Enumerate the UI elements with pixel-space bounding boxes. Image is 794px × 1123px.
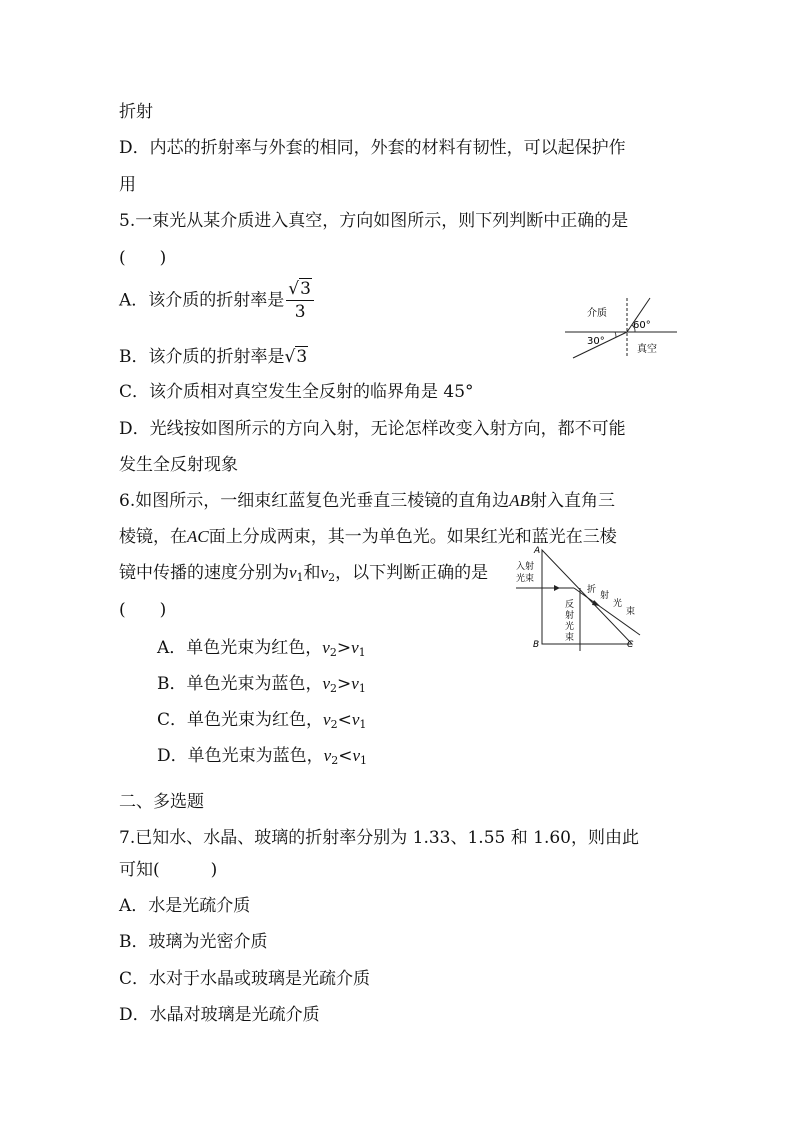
label-ac: AC [187,527,209,546]
refracted-label-1: 折 [587,585,597,595]
sub-2: 2 [328,571,336,584]
gt-sign: > [336,638,352,658]
vertex-b: B [533,640,540,650]
sub-1: 1 [359,754,367,767]
text-line: 折射 [119,102,153,122]
vertex-a: A [534,546,541,556]
q5-option-b-text: B．该介质的折射率是 [119,347,285,367]
option-d-line-2: 用 [119,175,136,195]
reflected-label-4: 束 [565,633,575,643]
sqrt-radicand: 3 [296,347,308,367]
var-v1: v [351,710,360,729]
q5-option-b: B．该介质的折射率是√3 [119,347,308,367]
question-6-line-1 [119,486,615,511]
lt-sign: < [337,710,352,730]
q6-option-b [157,669,366,695]
sub-1: 1 [359,718,367,731]
sub-1: 1 [358,682,366,695]
var-v1: v [351,674,359,693]
label-medium: 介质 [587,308,607,319]
q5-option-c: C．该介质相对真空发生全反射的临界角是 45° [119,382,474,402]
section-heading-multi-choice: 二、多选题 [119,792,204,812]
question-7-line-1: 7.已知水、水晶、玻璃的折射率分别为 1.33、1.55 和 1.60，则由此 [119,828,639,848]
fraction-denominator: 3 [294,302,306,322]
q5-option-d-line-1: D．光线按如图所示的方向入射，无论怎样改变入射方向，都不可能 [119,419,626,439]
sub-2: 2 [330,682,338,695]
option-d-line-1: D．内芯的折射率与外套的相同，外套的材料有韧性，可以起保护作 [119,138,626,158]
q6-text: 和 [303,563,321,583]
q6-option-text: C．单色光束为红色， [157,710,324,730]
question-5-stem: 5.一束光从某介质进入真空，方向如图所示，则下列判断中正确的是 [119,211,629,231]
sub-1: 1 [358,646,366,659]
fraction-sqrt3-over-3: $\frac{√3}{3}$ [286,281,314,321]
q6-option-text: B．单色光束为蓝色， [157,674,323,694]
q5-option-a [119,281,314,321]
refracted-label-4: 束 [626,607,636,617]
question-7-line-2: 可知( ) [119,860,218,880]
refracted-label-2: 射 [600,591,610,601]
question-6-line-3 [119,558,488,584]
question-5-blank: ( ) [119,248,167,268]
reflected-label-3: 光 [565,622,575,632]
prism-diagram [512,543,644,653]
incident-label-1: 入射 [516,562,535,572]
label-ab: AB [509,491,530,510]
q7-option-a: A．水是光疏介质 [119,896,251,916]
var-v2: v [323,710,331,729]
q5-option-a-text: A．该介质的折射率是 [119,290,285,311]
sub-1: 1 [296,571,304,584]
q6-text: 6.如图所示，一细束红蓝复色光垂直三棱镜的直角边 [119,491,510,511]
sqrt-radicand: 3 [300,279,311,299]
question-6-blank: ( ) [119,600,167,620]
refracted-label-3: 光 [613,599,623,609]
q6-text: ，以下判断正确的是 [335,563,489,583]
var-v2: v [320,563,329,582]
q7-option-c: C．水对于水晶或玻璃是光疏介质 [119,969,371,989]
q6-option-a [157,633,366,659]
q6-text: 棱镜，在 [119,527,187,547]
sub-2: 2 [331,754,339,767]
q6-option-text: A．单色光束为红色， [157,638,323,658]
q6-option-text: D．单色光束为蓝色， [157,746,324,766]
q6-text: 射入直角三 [530,491,615,511]
lt-sign: < [338,746,353,766]
var-v2: v [323,746,332,765]
var-v2: v [322,674,331,693]
label-angle-30: 30° [587,336,605,347]
var-v1: v [351,638,359,657]
gt-sign: > [337,674,352,694]
reflected-label-2: 射 [565,611,575,621]
q6-text: 镜中传播的速度分别为 [119,563,289,583]
q6-option-d [157,741,367,767]
var-v1: v [352,746,360,765]
refraction-diagram [565,296,685,360]
q7-option-d: D．水晶对玻璃是光疏介质 [119,1005,320,1025]
sub-2: 2 [330,718,338,731]
q7-option-b: B．玻璃为光密介质 [119,932,268,952]
q5-option-d-line-2: 发生全反射现象 [119,455,238,475]
q6-option-c [157,705,366,731]
sub-2: 2 [329,646,337,659]
reflected-label-1: 反 [565,600,575,610]
vertex-c: C [627,640,634,650]
var-v1: v [289,563,297,582]
label-vacuum: 真空 [637,344,657,355]
label-angle-60: 60° [633,320,651,331]
incident-label-2: 光束 [516,574,535,584]
var-v2: v [322,638,330,657]
q6-text: 面上分成两束，其一为单色光。如果红光和蓝光在三棱 [208,527,617,547]
